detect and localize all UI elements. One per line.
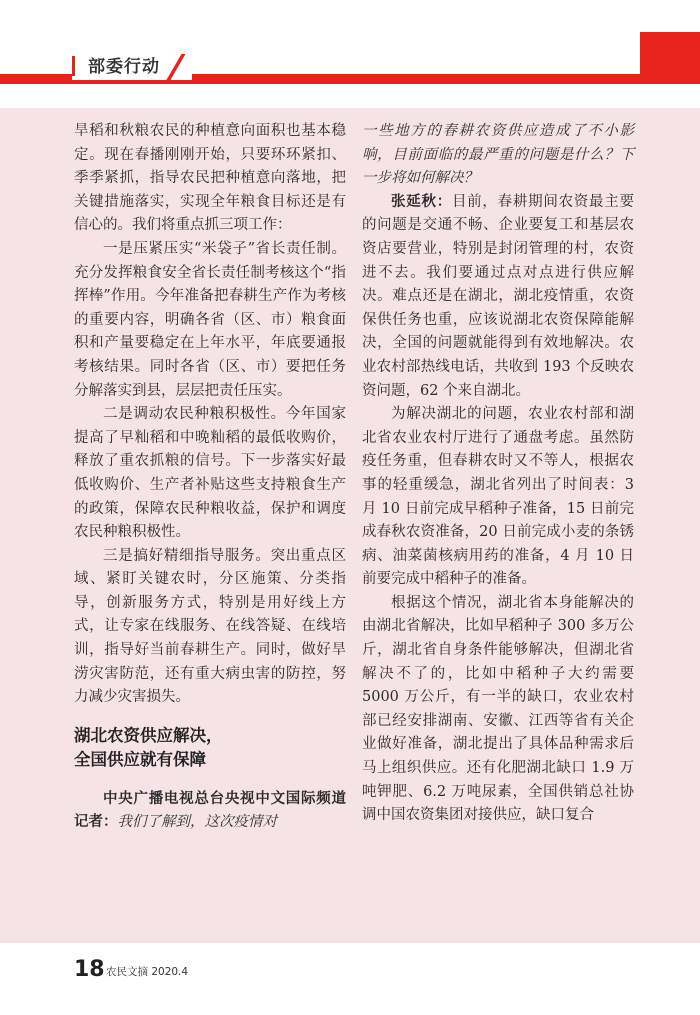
question-speaker: 中央广播电视总台央视中文国际频道记者： [74, 790, 346, 831]
paragraph: 二是调动农民种粮积极性。今年国家提高了早籼稻和中晚籼稻的最低收购价，释放了重农抓粮的信号。下一步落实好最低收购价、生产者补贴这些支持粮食生产的政策，保障农民种粮收益，保护和调度农民种粮积极性。 [74, 406, 346, 541]
subheading-line: 湖北农资供应解决， [74, 725, 223, 745]
article-body [0, 108, 700, 943]
question-continued: 一些地方的春耕农资供应造成了不小影响，目前面临的最严重的问题是什么？下一步将如何解决？ [362, 123, 634, 187]
page-footer [0, 943, 700, 1015]
section-title: 部委行动 [88, 57, 160, 77]
answer-speaker: 张延秋： [391, 193, 452, 210]
left-column [74, 120, 346, 835]
paragraph: 三是搞好精细指导服务。突出重点区域、紧盯关键农时，分区施策、分类指导，创新服务方式，特别是用好线上方式，让专家在线服务、在线答疑、在线培训，指导好当前春耕生产。同时，做好旱涝灾害防范，还有重大病虫害的防控，努力减少灾害损失。 [74, 547, 346, 706]
subheading [74, 724, 346, 772]
question-text: 我们了解到，这次疫情对 [117, 814, 277, 831]
question-paragraph [74, 788, 346, 835]
paragraph: 根据这个情况，湖北省本身能解决的由湖北省解决，比如早稻种子 300 多万公斤，湖北省自身条件能够解决，但湖北省解决不了的，比如中稻种子大约需要 5000 万公斤，有一半的缺口，农业农村部已经安排湖南、安徽、江西等省有关企业做好准备，湖北提出了具体品种需求后马上组织供应。还有化肥湖北缺口 1.9 万吨钾肥、6.2 万吨尿素，全国供销总社协调中国农资集团对接供应，缺口复合 [362, 594, 634, 824]
paragraph: 旱稻和秋粮农民的种植意向面积也基本稳定。现在春播刚刚开始，只要环环紧扣、季季紧抓，指导农民把种植意向落地，把关键措施落实，实现全年粮食目标还是有信心的。我们将重点抓三项工作： [74, 123, 346, 234]
right-column [362, 120, 634, 828]
answer-text: 目前，春耕期间农资最主要的问题是交通不畅、企业要复工和基层农资店要营业，特别是封闭管理的村，农资进不去。我们要通过点对点进行供应解决。难点还是在湖北，湖北疫情重，农资保供任务也重，应该说湖北农资保障能解决，全国的问题就能得到有效地解决。农业农村部热线电话，共收到 193 个反映农资问题，62 个来自湖北。 [362, 193, 635, 399]
magazine-issue: 农民文摘 2020.4 [106, 966, 189, 978]
paragraph: 为解决湖北的问题，农业农村部和湖北省农业农村厅进行了通盘考虑。虽然防疫任务重，但春耕农时又不等人，根据农事的轻重缓急，湖北省列出了时间表：3 月 10 日前完成早稻种子准备，15 日前完成春秋农资准备，20 日前完成小麦的条锈病、油菜菌核病用药的准备，4 月 10 日前要完成中稻种子的准备。 [362, 406, 634, 588]
page-header [0, 0, 700, 108]
answer-paragraph [362, 191, 634, 403]
section-tab-bar [72, 56, 75, 76]
page-number: 18 [74, 957, 105, 982]
paragraph: 一是压紧压实“米袋子”省长责任制。充分发挥粮食安全省长责任制考核这个“指挥棒”作用。今年准备把春耕生产作为考核的重要内容，明确各省（区、市）粮食面积和产量要稳定在上年水平，年底要通报考核结果。同时各省（区、市）要把任务分解落实到县，层层把责任压实。 [74, 240, 346, 399]
subheading-line: 全国供应就有保障 [74, 749, 206, 769]
